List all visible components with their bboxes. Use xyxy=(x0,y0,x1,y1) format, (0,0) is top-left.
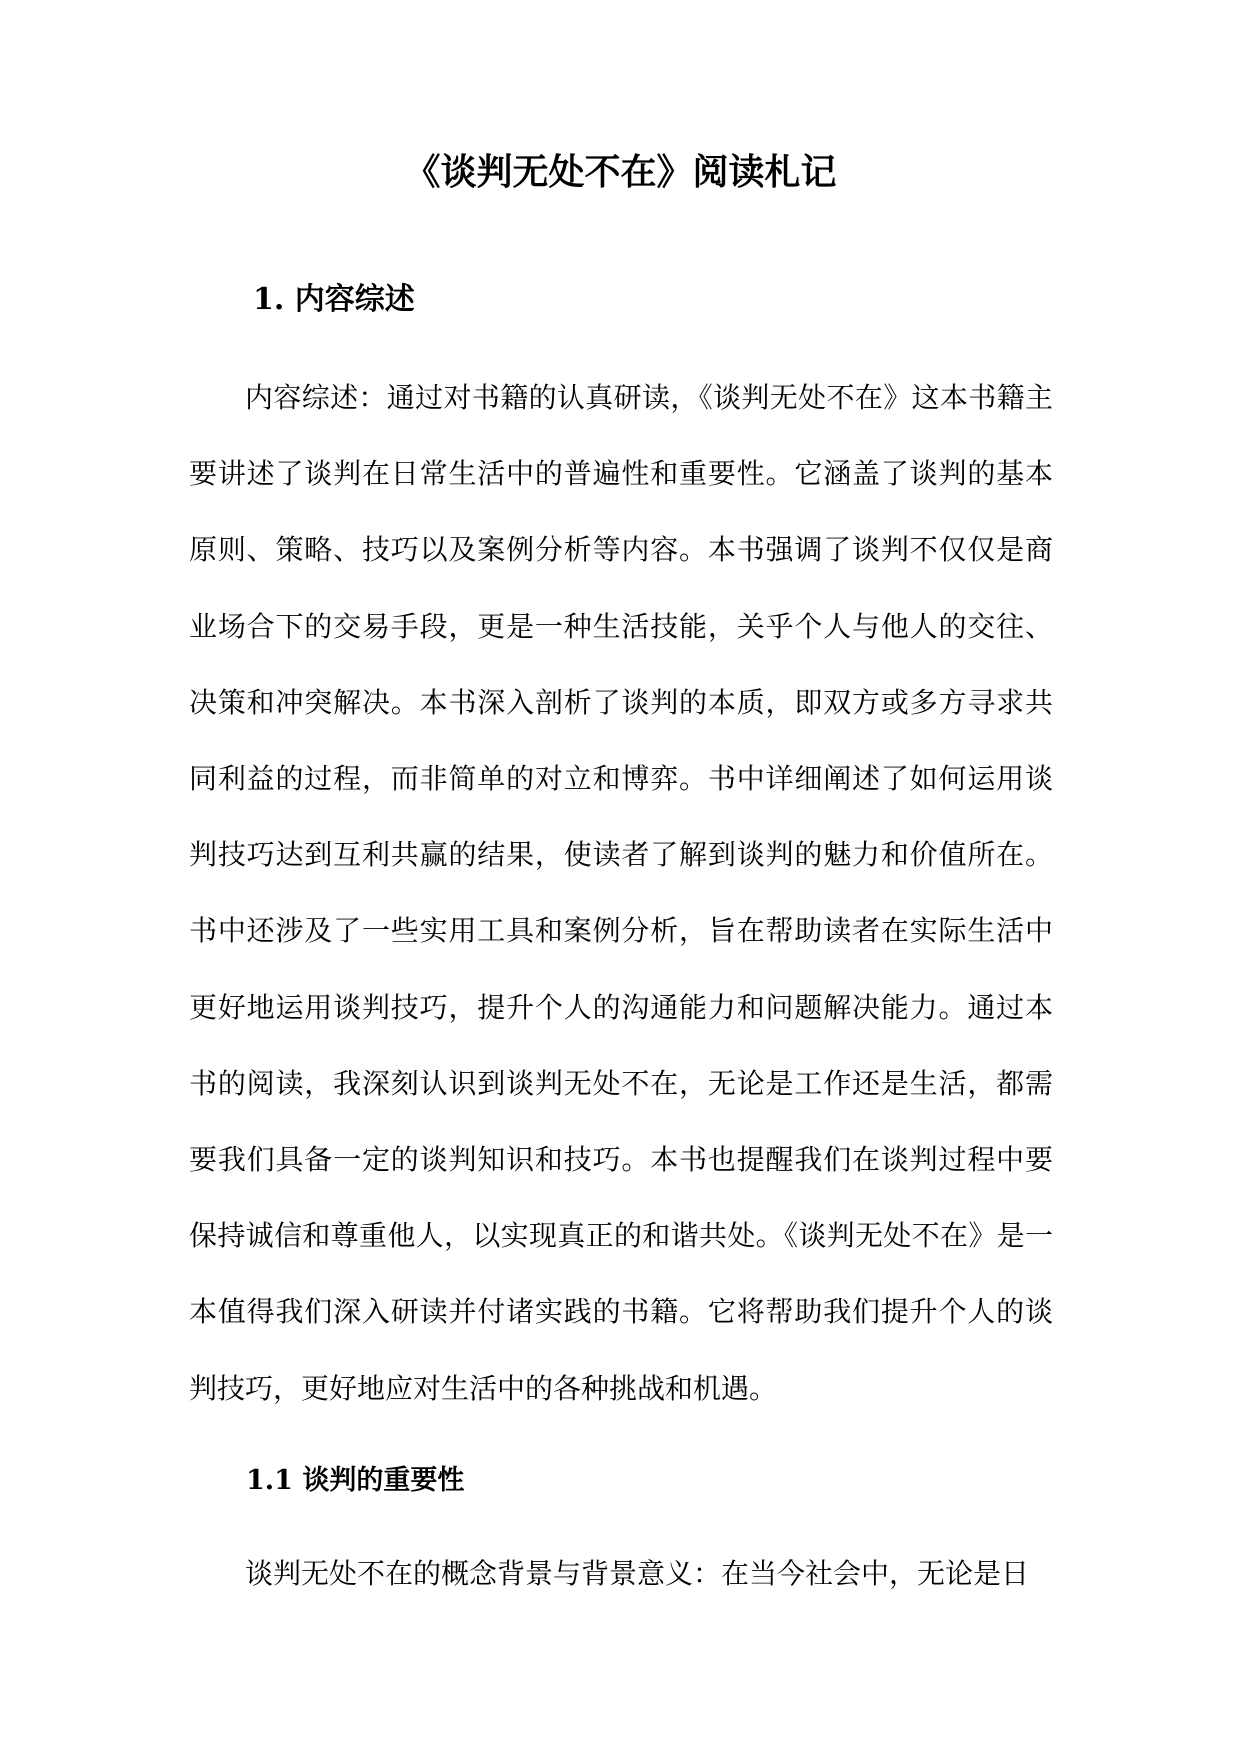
importance-paragraph: 谈判无处不在的概念背景与背景意义：在当今社会中，无论是日 xyxy=(245,1557,1030,1590)
document-title: 《谈判无处不在》阅读札记 xyxy=(404,151,837,193)
subsection-heading-importance: 1.1 谈判的重要性 xyxy=(246,1465,465,1496)
section-heading-content-summary: 1. 内容综述 xyxy=(253,282,415,317)
content-summary-paragraph: 内容综述：通过对书籍的认真研读，《谈判无处不在》这本书籍主要讲述了谈判在日常生活中的普遍性和重要性。它涵盖了谈判的基本原则、策略、技巧以及案例分析等内容。本书强调了谈判不仅仅是商业场合下的交易手段，更是一种生活技能，关乎个人与他人的交往、决策和冲突解决。本书深入剖析了谈判的本质，即双方或多方寻求共同利益的过程，而非简单的对立和博弈。书中详细阐述了如何运用谈判技巧达到互利共赢的结果，使读者了解到谈判的魅力和价值所在。书中还涉及了一些实用工具和案例分析，旨在帮助读者在实际生活中更好地运用谈判技巧，提升个人的沟通能力和问题解决能力。通过本书的阅读，我深刻认识到谈判无处不在，无论是工作还是生活，都需要我们具备一定的谈判知识和技巧。本书也提醒我们在谈判过程中要保持诚信和尊重他人，以实现真正的和谐共处。《谈判无处不在》是一本值得我们深入研读并付诸实践的书籍。它将帮助我们提升个人的谈判技巧，更好地应对生活中的各种挑战和机遇。 xyxy=(189,381,1053,1405)
